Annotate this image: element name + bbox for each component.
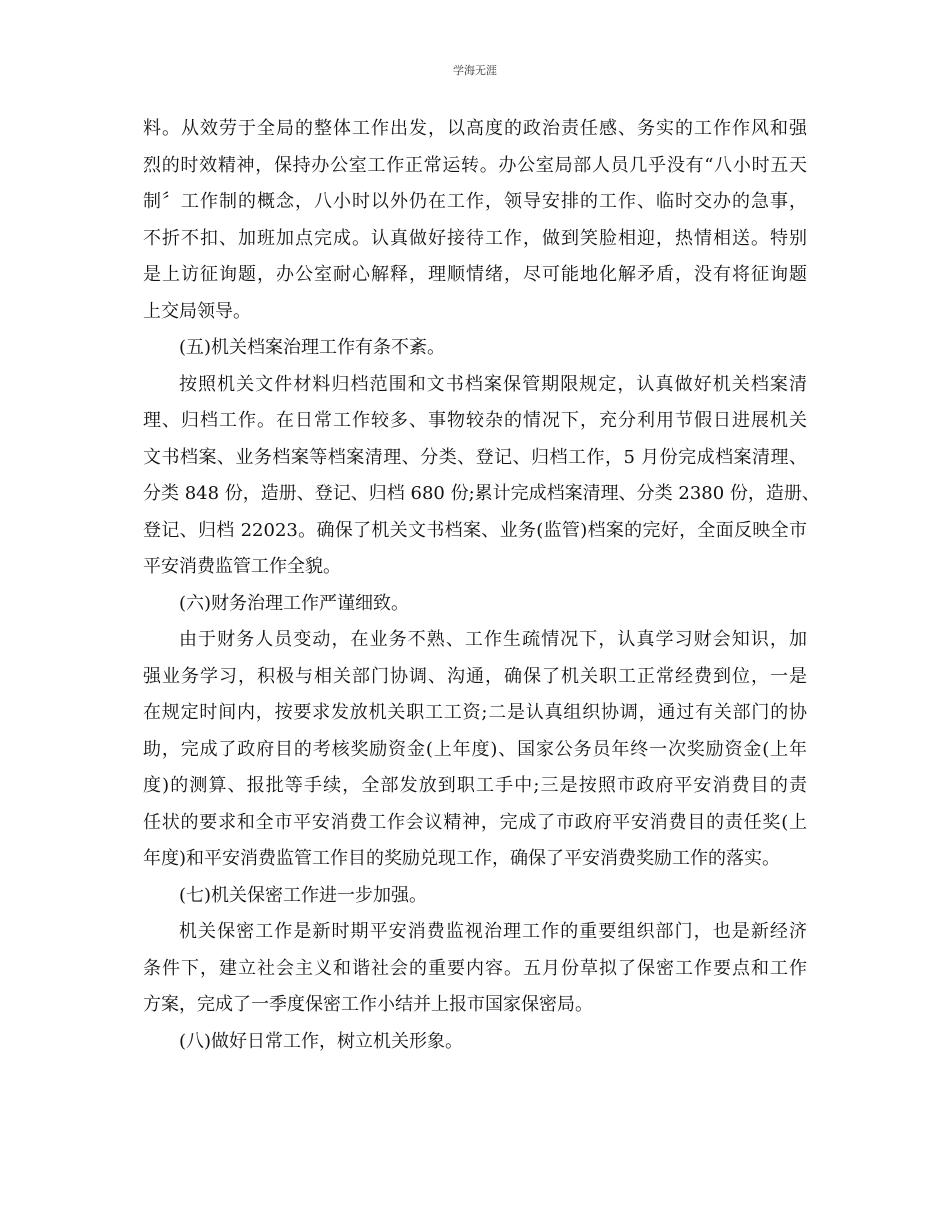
text-line: 是上访征询题，办公室耐心解释，理顺情绪，尽可能地化解矛盾，没有将征询题	[143, 264, 807, 285]
section-heading-8: (八)做好日常工作，树立机关形象。	[179, 1030, 464, 1052]
text-line: 理、归档工作。在日常工作较多、事物较杂的情况下，充分利用节假日进展机关	[143, 410, 807, 431]
text-line: 条件下，建立社会主义和谐社会的重要内容。五月份草拟了保密工作要点和工作	[143, 957, 807, 979]
page-header: 学海无涯	[453, 64, 497, 77]
text-line: 登记、归档 22023。确保了机关文书档案、业务(监管)档案的完好，全面反映全市	[143, 519, 807, 541]
paragraph-finance	[143, 622, 807, 878]
document-body	[143, 111, 820, 1060]
text-line: 在规定时间内，按要求发放机关职工工资;二是认真组织协调，通过有关部门的协	[143, 702, 807, 723]
text-line: 助，完成了政府目的考核奖励资金(上年度)、国家公务员年终一次奖励资金(上年	[143, 738, 807, 760]
text-line: 由于财务人员变动，在业务不熟、工作生疏情况下，认真学习财会知识，加	[179, 629, 807, 650]
text-line: 文书档案、业务档案等档案清理、分类、登记、归档工作，5 月份完成档案清理、	[143, 446, 807, 468]
paragraph-confidentiality	[143, 914, 807, 1024]
text-line: 分类 848 份，造册、登记、归档 680 份;累计完成档案清理、分类 2380 份，造册、	[143, 483, 820, 504]
paragraph-archives	[143, 367, 820, 586]
text-line: 不折不扣、加班加点完成。认真做好接待工作，做到笑脸相迎，热情相送。特别	[143, 227, 807, 249]
text-line: 机关保密工作是新时期平安消费监视治理工作的重要组织部门，也是新经济	[179, 921, 807, 942]
text-line: 制〞工作制的概念，八小时以外仍在工作，领导安排的工作、临时交办的急事，	[143, 191, 807, 212]
paragraph-continued	[143, 111, 807, 330]
section-heading-5: (五)机关档案治理工作有条不紊。	[179, 337, 446, 358]
text-line: 年度)和平安消费监管工作目的奖励兑现工作，确保了平安消费奖励工作的落实。	[143, 848, 781, 869]
text-line: 平安消费监管工作全貌。	[143, 556, 341, 577]
text-line: 烈的时效精神，保持办公室工作正常运转。办公室局部人员几乎没有“八小时五天	[143, 154, 807, 176]
section-heading-7: (七)机关保密工作进一步加强。	[179, 884, 428, 906]
section-heading-6: (六)财务治理工作严谨细致。	[179, 592, 410, 614]
text-line: 方案，完成了一季度保密工作小结并上报市国家保密局。	[143, 994, 593, 1015]
text-line: 料。从效劳于全局的整体工作出发，以高度的政治责任感、务实的工作作风和强	[143, 118, 807, 139]
text-line: 任状的要求和全市平安消费工作会议精神，完成了市政府平安消费目的责任奖(上	[143, 811, 807, 833]
text-line: 按照机关文件材料归档范围和文书档案保管期限规定，认真做好机关档案清	[179, 373, 807, 395]
text-line: 上交局领导。	[143, 300, 251, 322]
text-line: 度)的测算、报批等手续，全部发放到职工手中;三是按照市政府平安消费目的责	[143, 775, 807, 796]
text-line: 强业务学习，积极与相关部门协调、沟通，确保了机关职工正常经费到位，一是	[143, 665, 807, 687]
